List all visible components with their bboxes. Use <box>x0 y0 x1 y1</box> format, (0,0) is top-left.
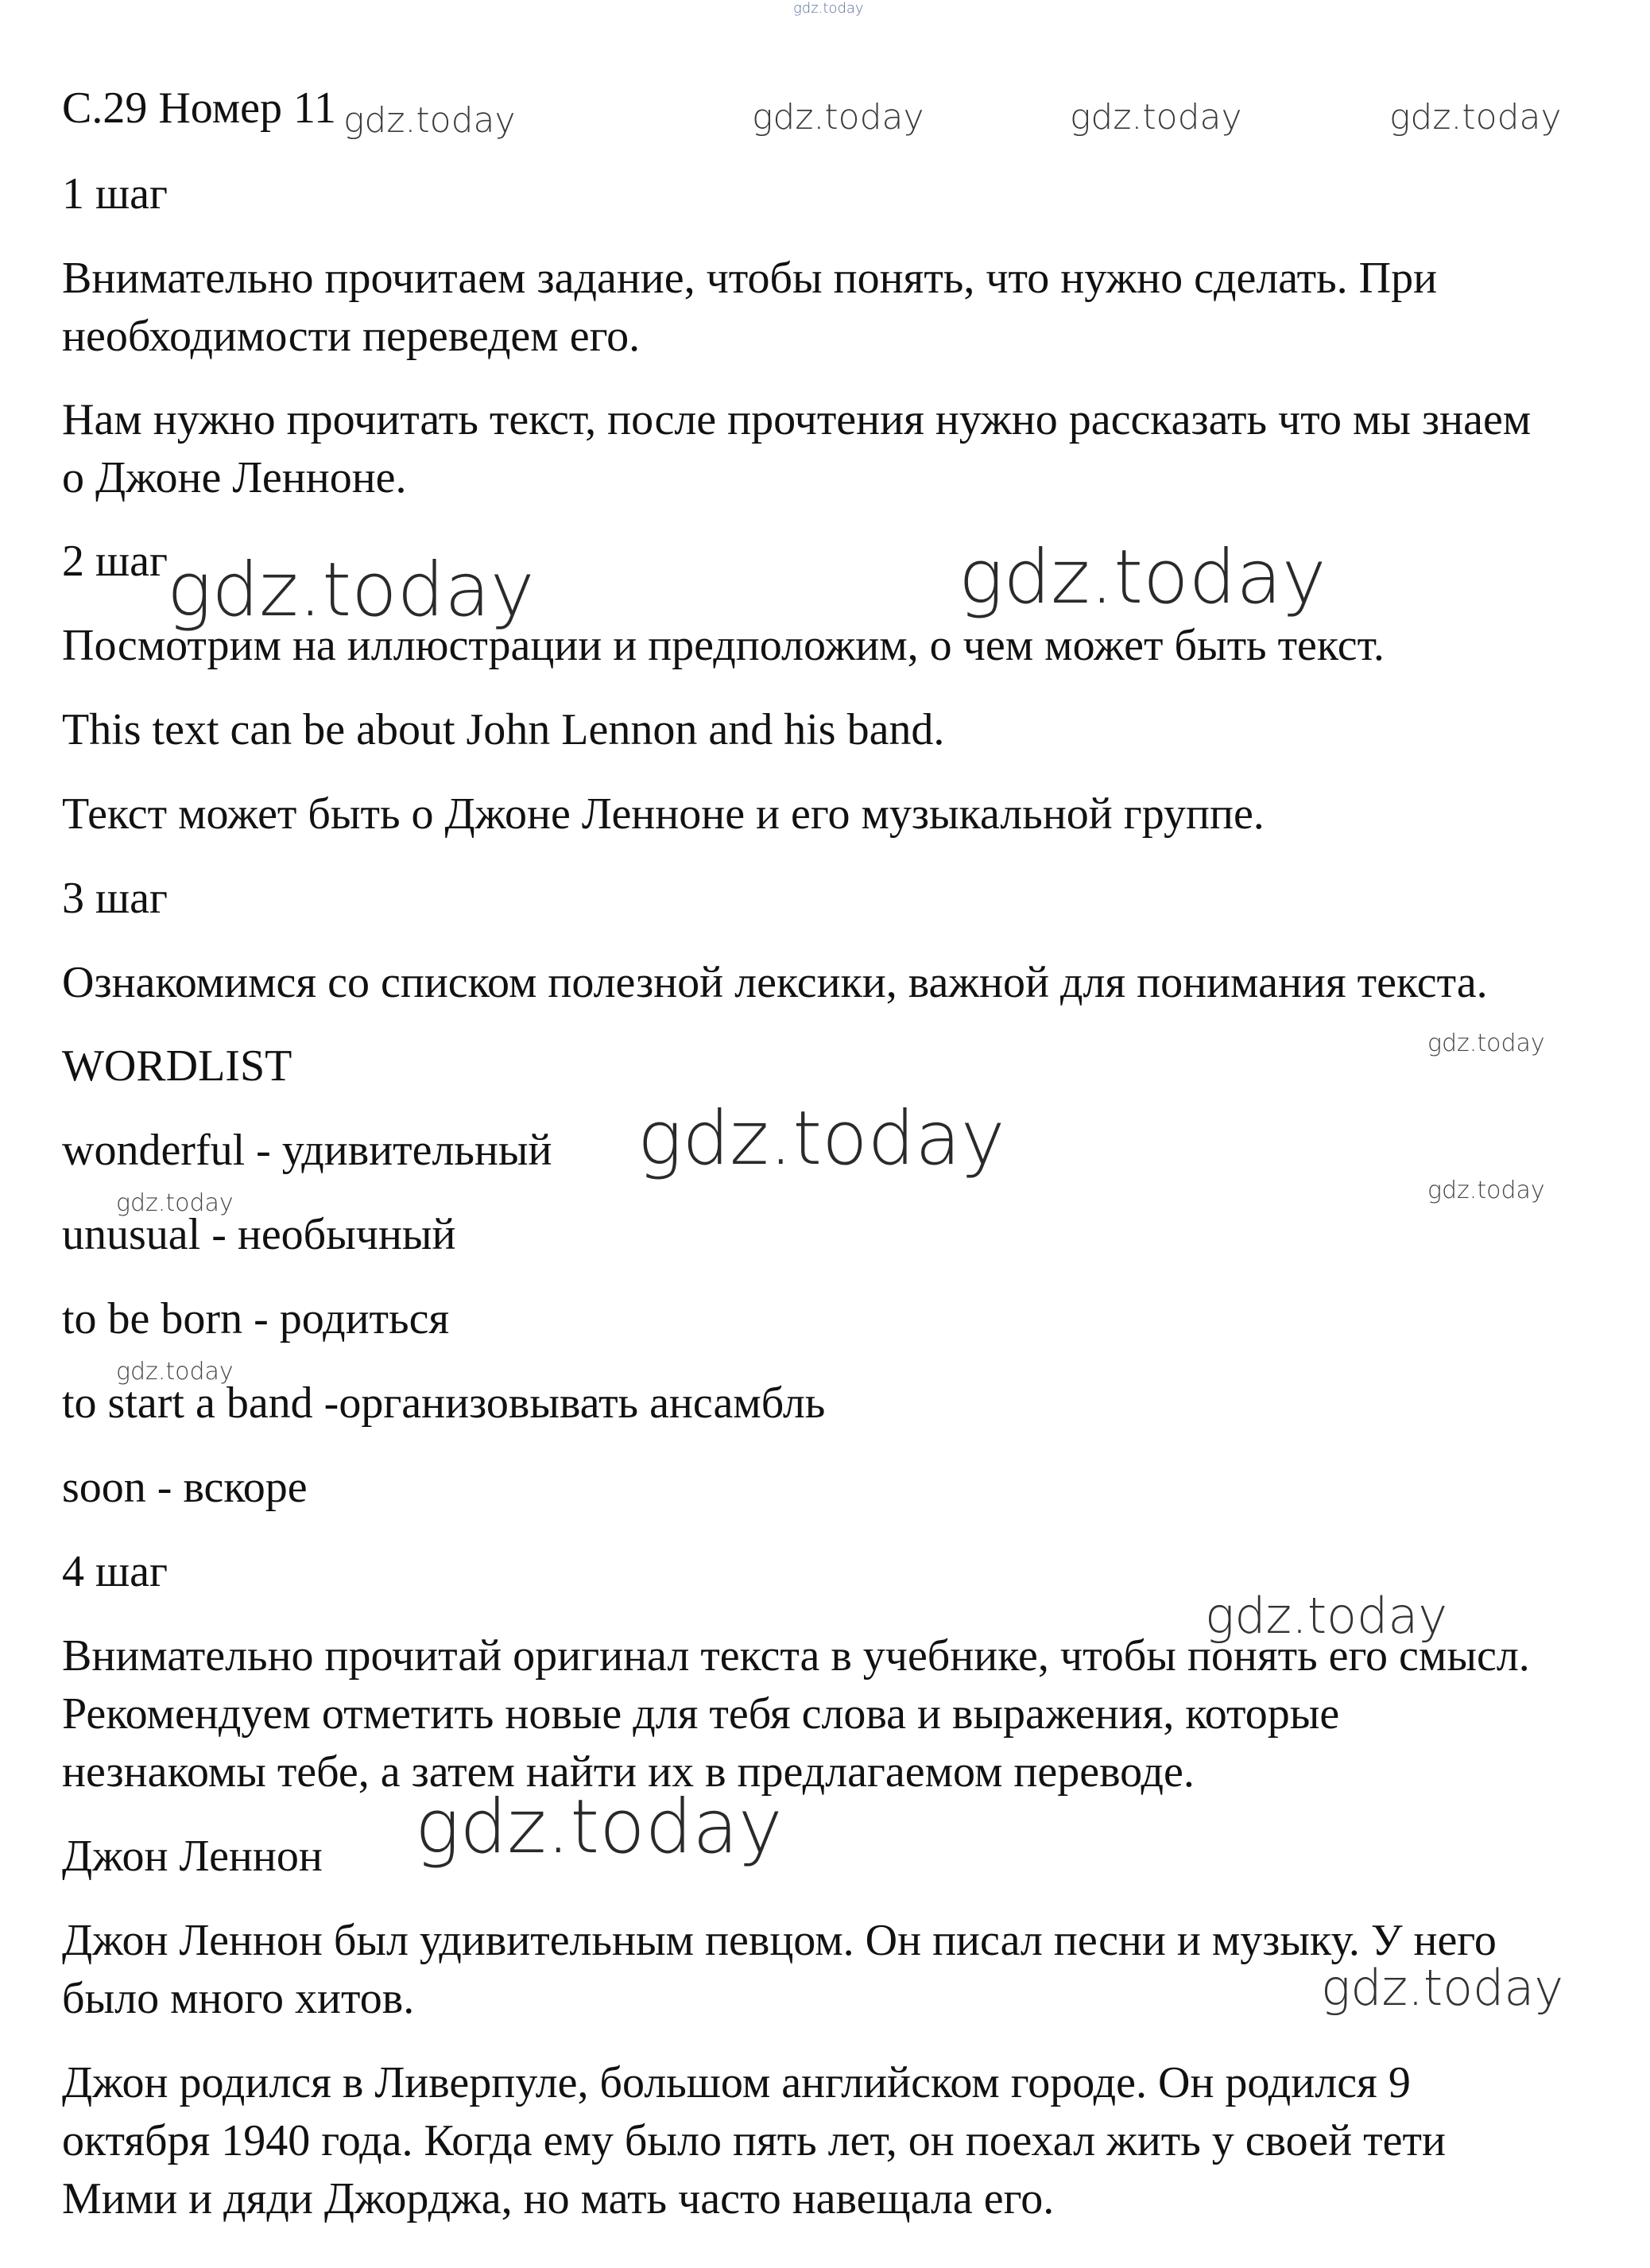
story-paragraph-1-line-1: Джон Леннон был удивительным певцом. Он писал песни и музыку. У него <box>62 1916 1497 1965</box>
step-4-text-line-2: Рекомендуем отметить новые для тебя слова и выражения, которые <box>62 1689 1340 1739</box>
watermark: gdz.today <box>1427 1029 1545 1057</box>
step-3-text-1: Ознакомимся со списком полезной лексики, важной для понимания текста. <box>62 958 1488 1007</box>
step-4-label: 4 шаг <box>62 1547 168 1596</box>
story-title: Джон Леннон <box>62 1832 323 1881</box>
step-3-label: 3 шаг <box>62 874 168 923</box>
step-4-text-line-1: Внимательно прочитай оригинал текста в учебнике, чтобы понять его смысл. <box>62 1631 1530 1681</box>
step-2-label: 2 шаг <box>62 537 168 586</box>
watermark: gdz.today <box>637 1095 1005 1182</box>
watermark: gdz.today <box>1070 97 1242 138</box>
watermark: gdz.today <box>959 534 1327 621</box>
watermark: gdz.today <box>1427 1177 1545 1204</box>
watermark: gdz.today <box>415 1784 783 1871</box>
story-paragraph-2-line-1: Джон родился в Ливерпуле, большом английском городе. Он родился 9 <box>62 2058 1411 2107</box>
wordlist-item: soon - вскоре <box>62 1463 308 1512</box>
step-1-text2-line-1: Нам нужно прочитать текст, после прочтения нужно рассказать что мы знаем <box>62 395 1532 444</box>
watermark: gdz.today <box>167 547 535 634</box>
step-1-text-line-2: необходимости переведем его. <box>62 312 641 361</box>
story-paragraph-2-line-3: Мими и дяди Джорджа, но мать часто навещала его. <box>62 2174 1055 2223</box>
story-paragraph-1-line-2: было много хитов. <box>62 1974 415 2023</box>
wordlist-item: wonderful - удивительный <box>62 1126 552 1175</box>
step-1-label: 1 шаг <box>62 169 168 219</box>
story-paragraph-2-line-2: октября 1940 года. Когда ему было пять лет, он поехал жить у своей тети <box>62 2116 1446 2165</box>
wordlist-item: to start a band -организовывать ансамбль <box>62 1378 826 1428</box>
step-1-text2-line-2: о Джоне Ленноне. <box>62 453 407 502</box>
watermark: gdz.today <box>1321 1959 1564 2017</box>
step-2-text-1: Посмотрим на иллюстрации и предположим, о чем может быть текст. <box>62 621 1385 670</box>
step-4-text-line-3: незнакомы тебе, а затем найти их в предлагаемом переводе. <box>62 1747 1195 1797</box>
step-2-text-3: Текст может быть о Джоне Ленноне и его музыкальной группе. <box>62 789 1265 839</box>
wordlist-item: to be born - родиться <box>62 1294 450 1343</box>
watermark: gdz.today <box>793 0 864 17</box>
wordlist-title: WORDLIST <box>62 1041 292 1091</box>
watermark: gdz.today <box>1205 1587 1448 1645</box>
step-2-text-2: This text can be about John Lennon and his band. <box>62 705 945 754</box>
wordlist-item: unusual - необычный <box>62 1210 456 1259</box>
watermark: gdz.today <box>752 97 924 138</box>
page-title: С.29 Номер 11 <box>62 83 336 133</box>
watermark: gdz.today <box>1389 97 1562 138</box>
watermark: gdz.today <box>116 1189 234 1217</box>
watermark: gdz.today <box>116 1358 234 1386</box>
step-1-text-line-1: Внимательно прочитаем задание, чтобы понять, что нужно сделать. При <box>62 254 1438 303</box>
watermark: gdz.today <box>343 100 516 141</box>
